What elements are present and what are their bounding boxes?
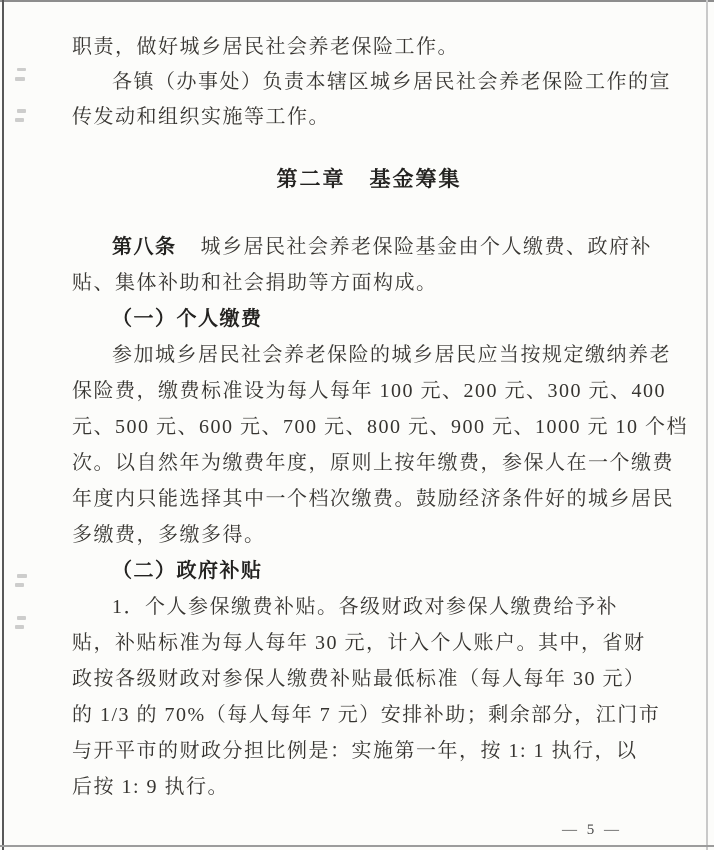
page-edge-right xyxy=(706,0,708,850)
paragraph-line: 各镇（办事处）负责本辖区城乡居民社会养老保险工作的宣 xyxy=(112,71,671,93)
paragraph-line: 与开平市的财政分担比例是：实施第一年，按 1: 1 执行，以 xyxy=(72,740,638,762)
chapter-title: 基金筹集 xyxy=(369,167,462,191)
section-1-heading: （一）个人缴费 xyxy=(112,308,263,330)
document-body xyxy=(72,30,688,805)
paragraph-line: 1．个人参保缴费补贴。各级财政对参保人缴费给予补 xyxy=(112,596,618,618)
scan-mark xyxy=(15,77,25,81)
scan-mark xyxy=(17,616,26,620)
paragraph-line: 次。以自然年为缴费年度，原则上按年缴费，参保人在一个缴费 xyxy=(72,452,674,474)
scan-mark xyxy=(17,68,26,71)
paragraph-line: 的 1/3 的 70%（每人每年 7 元）安排补助；剩余部分，江门市 xyxy=(72,704,661,726)
page-edge-left xyxy=(2,0,4,850)
paragraph-line: 保险费，缴费标准设为每人每年 100 元、200 元、300 元、400 xyxy=(72,380,666,402)
paragraph-line: 后按 1: 9 执行。 xyxy=(72,776,230,798)
page-edge-bottom xyxy=(0,845,714,847)
page-edge-top xyxy=(0,0,714,2)
paragraph-line: 职责，做好城乡居民社会养老保险工作。 xyxy=(72,36,459,58)
article-8-line xyxy=(72,229,666,265)
article-8-label: 第八条 xyxy=(112,236,177,258)
paragraph-line: 元、500 元、600 元、700 元、800 元、900 元、1000 元 10 个档 xyxy=(72,416,688,438)
scan-mark xyxy=(17,109,26,113)
chapter-number: 第二章 xyxy=(276,167,346,191)
section-2-heading: （二）政府补贴 xyxy=(112,560,263,582)
scan-mark xyxy=(15,118,24,122)
page-number: — 5 — xyxy=(562,822,622,838)
paragraph-line: 参加城乡居民社会养老保险的城乡居民应当按规定缴纳养老 xyxy=(112,344,671,366)
paragraph-line: 传发动和组织实施等工作。 xyxy=(72,106,330,128)
chapter-heading xyxy=(72,161,666,197)
chapter-body xyxy=(72,229,688,805)
scan-mark xyxy=(17,574,27,578)
paragraph-line: 年度内只能选择其中一个档次缴费。鼓励经济条件好的城乡居民 xyxy=(72,488,674,510)
paragraph-line: 贴，补贴标准为每人每年 30 元，计入个人账户。其中，省财 xyxy=(72,632,646,654)
scan-mark xyxy=(15,625,24,629)
paragraph-line: 政按各级财政对参保人缴费补贴最低标准（每人每年 30 元） xyxy=(72,668,646,690)
scan-mark xyxy=(15,583,24,587)
paragraph-line: 多缴费，多缴多得。 xyxy=(72,524,266,546)
article-8-line: 贴、集体补助和社会捐助等方面构成。 xyxy=(72,272,438,294)
article-8-text: 城乡居民社会养老保险基金由个人缴费、政府补 xyxy=(200,236,652,258)
